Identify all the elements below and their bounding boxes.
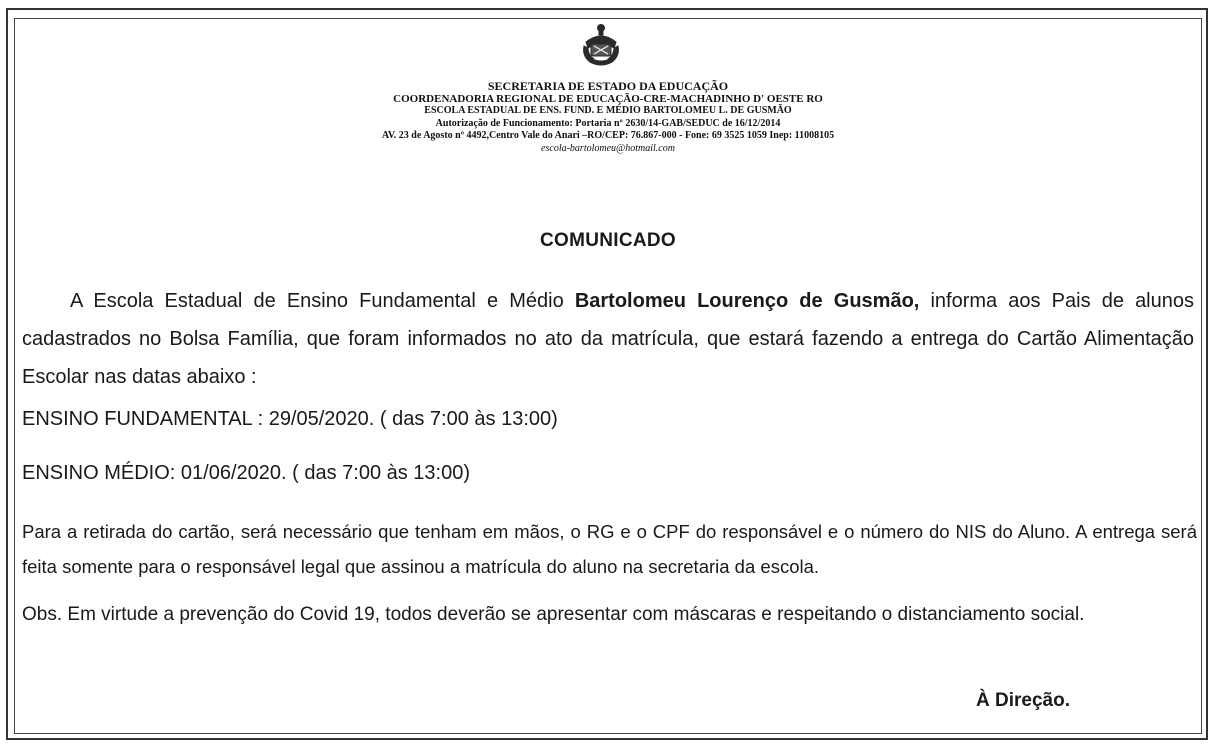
requirements-paragraph: Para a retirada do cartão, será necessário que tenham em mãos, o RG e o CPF do responsável e o número do NIS do Aluno. A entrega será feita somente para o responsável legal que assinou a matrícula do aluno na secretaria da escola.: [22, 521, 1197, 577]
school-name: Bartolomeu Lourenço de Gusmão,: [574, 290, 920, 312]
letterhead-email: escola-bartolomeu@hotmail.com: [541, 142, 675, 154]
schedule-medio: ENSINO MÉDIO: 01/06/2020. ( das 7:00 às 13:00): [22, 462, 471, 484]
schedule-fundamental: ENSINO FUNDAMENTAL : 29/05/2020. ( das 7:00 às 13:00): [22, 408, 558, 430]
document-title: COMUNICADO: [540, 230, 676, 251]
letterhead: [0, 80, 1216, 155]
state-crest-icon: [578, 22, 624, 68]
paragraph1-end: informa aos Pais de alunos cadastrados no Bolsa Família, que foram informados no ato da matrícula, que estará fazendo a entrega do Cartão Alimentação Escolar nas datas abaixo :: [22, 290, 1194, 388]
letterhead-endereco: AV. 23 de Agosto nº 4492,Centro Vale do Anari –RO/CEP: 76.867-000 - Fone: 69 3525 1059 Inep: 11008105: [381, 130, 835, 141]
signature: À Direção.: [976, 690, 1070, 711]
letterhead-escola: ESCOLA ESTADUAL DE ENS. FUND. E MÉDIO BARTOLOMEU L. DE GUSMÃO: [424, 105, 792, 116]
letterhead-secretaria: SECRETARIA DE ESTADO DA EDUCAÇÃO: [487, 79, 729, 93]
covid-note-paragraph: Obs. Em virtude a prevenção do Covid 19, todos deverão se apresentar com máscaras e respeitando o distanciamento social.: [22, 604, 1085, 625]
letterhead-autorizacao: Autorização de Funcionamento: Portaria nº 2630/14-GAB/SEDUC de 16/12/2014: [435, 117, 781, 129]
announcement-paragraph: [22, 282, 1194, 396]
letterhead-coordenadoria: COORDENADORIA REGIONAL DE EDUCAÇÃO-CRE-MACHADINHO D' OESTE RO: [393, 92, 823, 105]
paragraph1-start: A Escola Estadual de Ensino Fundamental e Médio: [70, 290, 575, 312]
